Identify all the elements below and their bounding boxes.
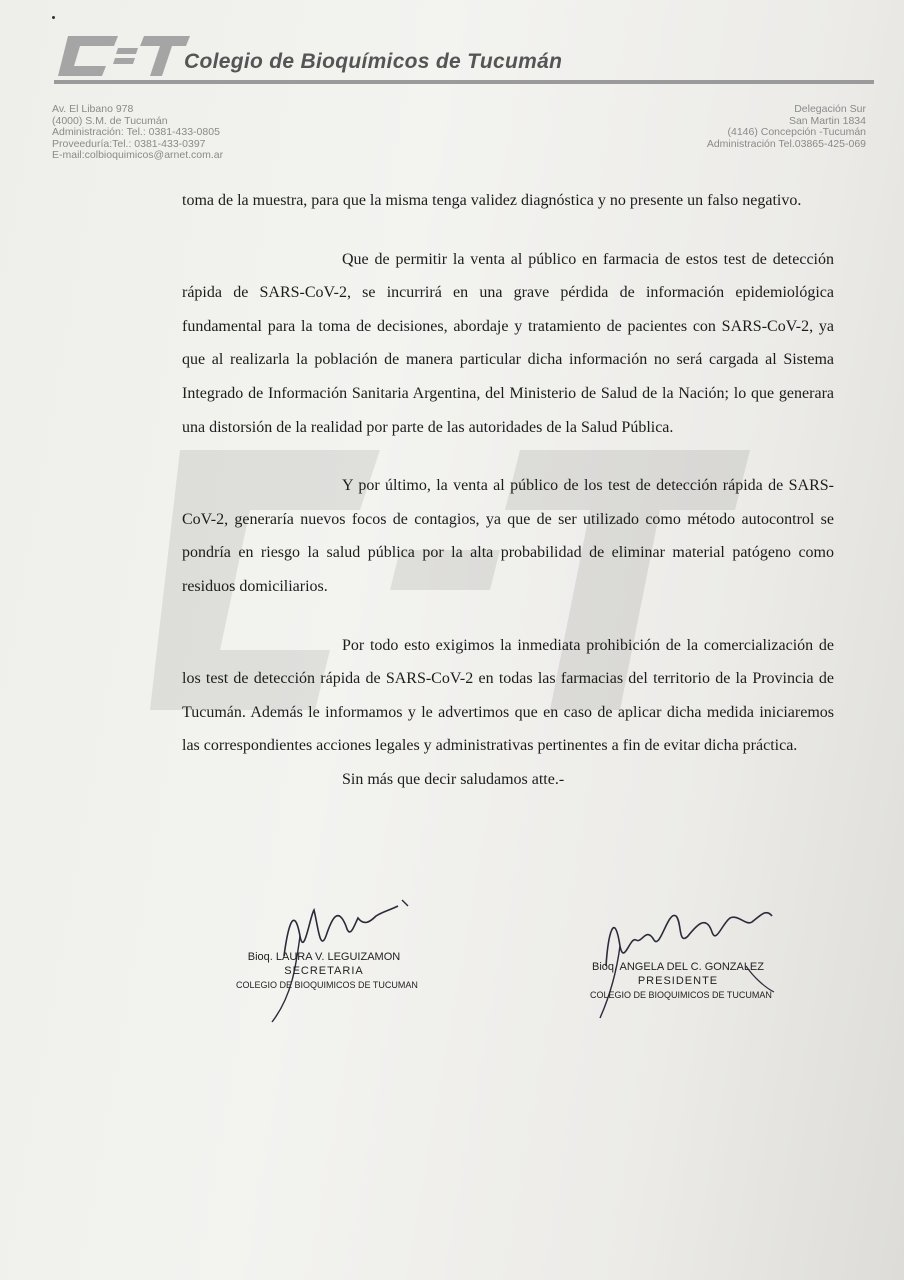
address-right-line: Administración Tel.03865-425-069 — [706, 137, 866, 150]
closing-line: Sin más que decir saludamos atte.- — [342, 770, 565, 788]
address-left-line: E-mail:colbioquimicos@arnet.com.ar — [52, 149, 224, 162]
speck — [52, 16, 55, 19]
address-left-line: Av. El Libano 978 — [52, 103, 134, 115]
paragraph-2: Que de permitir la venta al público en farmacia de estos test de detección rápida de SARS-CoV-2, se incurrirá en una grave pérdida de información epidemiológica fundamental para la toma de decisiones, abordaje y tratamiento de pacientes con SARS-CoV-2, ya que al realizarla la población de manera particular dicha información no será cargada al Sistema Integrado de Información Sanitaria Argentina, del Ministerio de Salud de la Nación; lo que generara una distorsión de la realidad por parte de las autoridades de la Salud Pública. — [182, 250, 834, 436]
paragraph-4: Por todo esto exigimos la inmediata prohibición de la comercialización de los test de detección rápida de SARS-CoV-2 en todas las farmacias del territorio de la Provincia de Tucumán. Además le informamos y le advertimos que en caso de aplicar dicha medida iniciaremos las correspondientes acciones legales y administrativas pertinentes a fin de evitar dicha práctica. — [182, 636, 834, 755]
address-left-line: (4000) S.M. de Tucumán — [52, 114, 168, 127]
address-left-line: Administración: Tel.: 0381-433-0805 — [52, 126, 220, 139]
signature-block-secretary — [236, 950, 418, 992]
paragraph-1: toma de la muestra, para que la misma tenga validez diagnóstica y no presente un falso negativo. — [182, 192, 802, 209]
signature-block-president — [590, 960, 772, 1002]
organization-name: Colegio de Bioquímicos de Tucumán — [184, 50, 563, 73]
signer-name: Bioq. LAURA V. LEGUIZAMON — [247, 951, 401, 963]
letter-body — [182, 184, 834, 797]
signer-role: SECRETARIA — [284, 965, 364, 977]
paragraph-3: Y por último, la venta al público de los test de detección rápida de SARS-CoV-2, generaría nuevos focos de contagios, ya que de ser utilizado como método autocontrol se pondría en riesgo la salud pública por la alta probabilidad de eliminar material patógeno como residuos domiciliarios. — [182, 477, 834, 595]
college-logo-icon — [54, 34, 194, 78]
address-left — [52, 104, 223, 162]
header-divider — [54, 80, 874, 84]
signer-role: PRESIDENTE — [637, 975, 719, 987]
signer-organization: COLEGIO DE BIOQUIMICOS DE TUCUMAN — [236, 980, 418, 990]
address-left-line: Proveeduría:Tel.: 0381-433-0397 — [52, 137, 206, 150]
address-right-line: San Martin 1834 — [788, 114, 866, 127]
signer-name: Bioq. ANGELA DEL C. GONZALEZ — [592, 961, 764, 973]
address-right — [707, 104, 866, 150]
signer-organization: COLEGIO DE BIOQUIMICOS DE TUCUMAN — [590, 990, 772, 1000]
address-right-line: Delegación Sur — [794, 103, 866, 115]
address-right-line: (4146) Concepción -Tucumán — [727, 126, 866, 139]
